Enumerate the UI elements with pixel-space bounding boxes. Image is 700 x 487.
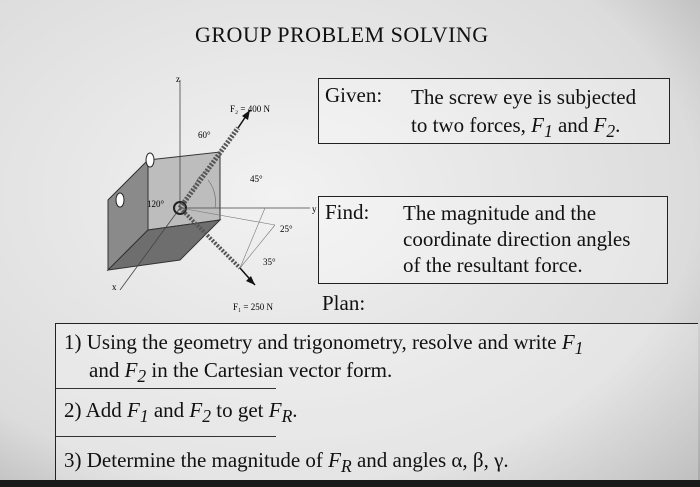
find-line-1: The magnitude and the xyxy=(403,201,597,225)
plan-item-1-line-1: 1) Using the geometry and trigonometry, resolve and write $F_1$ xyxy=(64,330,584,359)
plan-divider-1 xyxy=(56,388,276,389)
given-line-2: to two forces, $F_1$ and $F_2$. xyxy=(411,113,621,142)
bolt-hole-1 xyxy=(116,193,124,207)
screw-eye-diagram xyxy=(90,60,330,320)
plan-box xyxy=(55,323,698,483)
find-line-2: coordinate direction angles xyxy=(403,227,631,251)
find-box xyxy=(318,196,668,284)
x-axis-label: x xyxy=(112,282,117,292)
angle-25-label: 25° xyxy=(280,224,293,234)
given-box xyxy=(318,78,670,144)
find-label: Find: xyxy=(325,200,370,224)
footer-bar xyxy=(0,480,700,487)
plan-divider-2 xyxy=(56,436,276,437)
f2-label: F₂ = 400 N xyxy=(230,104,270,114)
z-axis-label: z xyxy=(176,74,180,84)
plan-item-2: 2) Add $F_1$ and $F_2$ to get $F_R$. xyxy=(64,398,298,427)
angle-35-label: 35° xyxy=(263,257,276,267)
plan-label: Plan: xyxy=(322,291,366,315)
given-line-1: The screw eye is subjected xyxy=(411,85,637,109)
find-line-3: of the resultant force. xyxy=(403,253,583,277)
plan-item-1-line-2: and $F_2$ in the Cartesian vector form. xyxy=(89,358,393,387)
plan-item-3: 3) Determine the magnitude of $F_R$ and angles α, β, γ. xyxy=(64,448,509,477)
y-axis-label: y xyxy=(312,204,317,214)
angle-60-label: 60° xyxy=(198,130,211,140)
slide-title: GROUP PROBLEM SOLVING xyxy=(195,22,489,47)
bolt-hole-2 xyxy=(146,153,154,167)
angle-45-label: 45° xyxy=(250,174,263,184)
f1-label: F₁ = 250 N xyxy=(233,302,273,312)
given-label: Given: xyxy=(325,83,383,107)
angle-120-label: 120° xyxy=(147,199,165,209)
